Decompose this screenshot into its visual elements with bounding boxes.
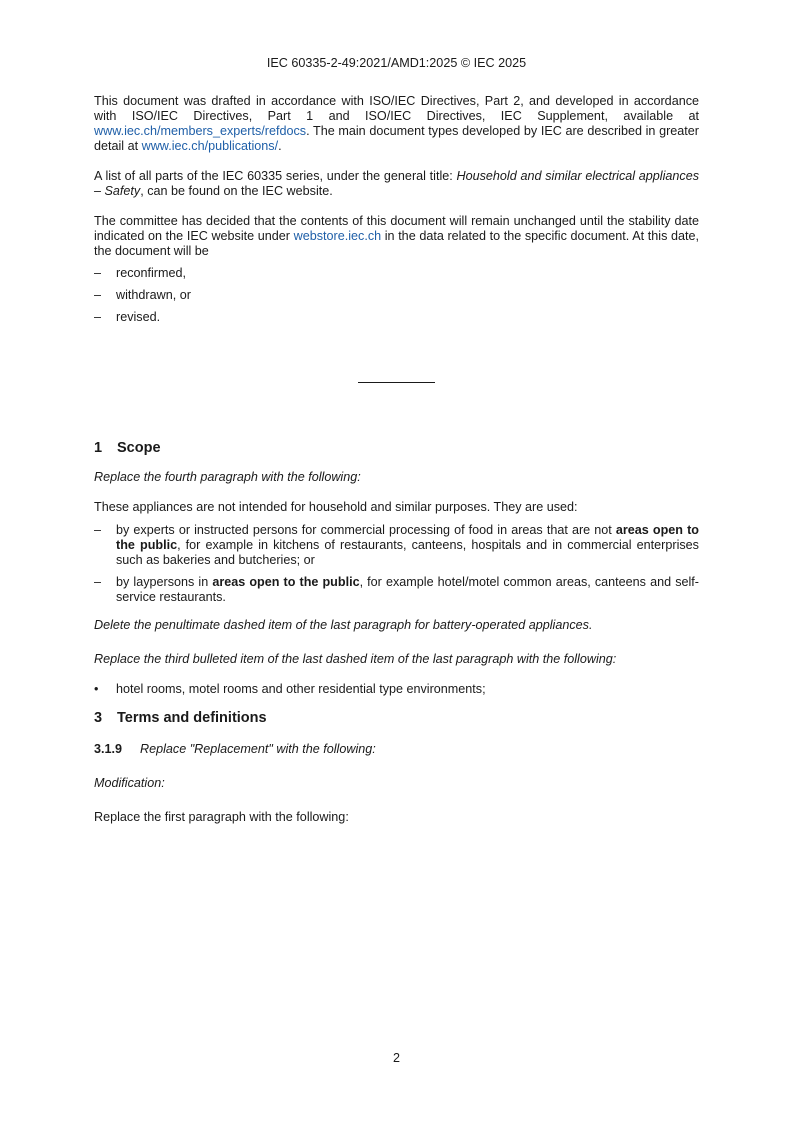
document-body [94, 94, 699, 825]
page-number: 2 [392, 1051, 400, 1065]
defined-term: areas open to the public [116, 523, 699, 552]
dash-marker: – [94, 266, 102, 280]
publications-link[interactable]: www.iec.ch/publications/ [141, 139, 279, 153]
scope-instruction-replace: Replace the fourth paragraph with the following: [94, 470, 361, 484]
dash-marker: – [94, 575, 102, 589]
scope-item-experts: – by experts or instructed persons for commercial processing of food in areas that are not areas open to the public, for example in kitchens of restaurants, canteens, hospitals and in commercial enterprises such as bakeries and butcheries; or [94, 523, 699, 567]
terms-heading: 3 Terms and definitions [94, 710, 267, 726]
modification-label: Modification: [94, 776, 165, 790]
defined-term: areas open to the public [212, 575, 360, 589]
list-item-reconfirmed: – reconfirmed, [94, 266, 186, 280]
clause-3-1-9: 3.1.9 Replace "Replacement" with the following: [94, 742, 376, 756]
scope-paragraph: These appliances are not intended for household and similar purposes. They are used: [94, 500, 578, 514]
dash-marker: – [94, 288, 102, 302]
scope-instruction-delete: Delete the penultimate dashed item of the last paragraph for battery-operated appliances. [94, 618, 593, 632]
bullet-marker: • [94, 682, 99, 696]
terms-paragraph: Replace the first paragraph with the following: [94, 810, 349, 824]
dash-marker: – [94, 523, 102, 537]
intro-paragraph-series: A list of all parts of the IEC 60335 series, under the general title: Household and similar electrical appliances – Safety, can be found on the IEC website. [94, 169, 699, 198]
scope-item-laypersons: – by laypersons in areas open to the public, for example hotel/motel common areas, canteens and self-service restaurants. [94, 575, 699, 604]
series-title: Household and similar electrical appliances – Safety [94, 169, 699, 198]
intro-paragraph-stability: The committee has decided that the contents of this document will remain unchanged until the stability date indicated on the IEC website under webstore.iec.ch in the data related to the specific document. At this date, the document will be [94, 214, 700, 258]
section-divider [358, 382, 435, 383]
dash-marker: – [94, 310, 102, 324]
scope-instruction-replace-bullet: Replace the third bulleted item of the last dashed item of the last paragraph with the following: [94, 652, 617, 666]
scope-heading: 1 Scope [94, 440, 161, 456]
scope-bullet-hotel: • hotel rooms, motel rooms and other residential type environments; [94, 682, 486, 696]
refdocs-link[interactable]: www.iec.ch/members_experts/refdocs [94, 124, 307, 138]
page-header: IEC 60335-2-49:2021/AMD1:2025 © IEC 2025 [266, 56, 527, 70]
list-item-withdrawn: – withdrawn, or [94, 288, 191, 302]
webstore-link[interactable]: webstore.iec.ch [293, 229, 382, 243]
list-item-revised: – revised. [94, 310, 161, 324]
intro-paragraph-directives: This document was drafted in accordance with ISO/IEC Directives, Part 2, and developed in accordance with ISO/IEC Directives, Part 1 and ISO/IEC Directives, IEC Supplement, available at www.iec.ch/members_experts/refdocs. The main document types developed by IEC are described in greater detail at www.iec.ch/publications/. [94, 94, 699, 153]
